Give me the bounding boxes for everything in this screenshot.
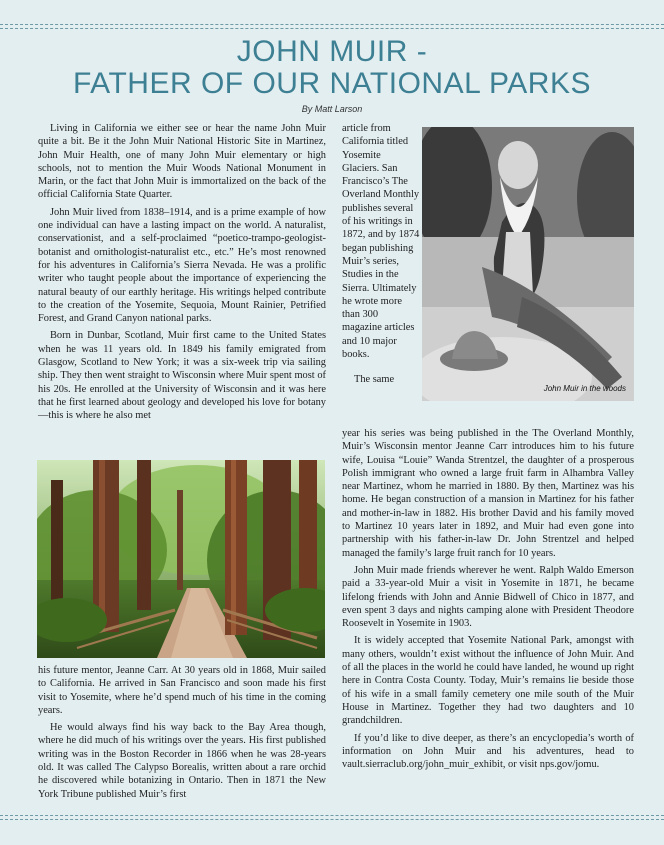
paragraph-writings-cont: article from California titled Yosemite Glaciers. San Francisco’s The Overland Monthly publishes several of his writings in 1872, and by 1874 began publishing Muir’s series, Studies in the Sierra. Ultimately he wrote more than 300 magazine articles and 10 major books. (342, 123, 420, 361)
paragraph-more-info: If you’d like to dive deeper, as there’s an encyclopedia’s worth of information on John Muir and his adventures, head to vault.sierraclub.org/john_muir_exhibit, or visit nps.gov/jomu. (342, 732, 634, 771)
byline: By Matt Larson (301, 104, 363, 114)
paragraph-early-life: Born in Dunbar, Scotland, Muir first came to the United States when he was 11 years old. In 1849 his family emigrated from Glasgow, Scotland to New York; it was a six-week trip via sailing ship. They then went straight to Wisconsin where Muir spent most of his 20s. He enrolled at the University of Wisconsin and it was here that he first learned about geology and developed his love for botany—this is where he also met (38, 330, 326, 422)
paragraph-same-year-start: The same (354, 374, 395, 386)
john-muir-portrait-photo (422, 127, 634, 401)
left-column-text-top (38, 122, 326, 427)
portrait-caption: John Muir in the woods (543, 384, 626, 393)
paragraph-early-life-cont: his future mentor, Jeanne Carr. At 30 years old in 1868, Muir sailed to California. He arrived in San Francisco and soon made his first visit to Yosemite, where he’d spend much of his time in the coming years. (38, 665, 326, 716)
muir-portrait-illustration (422, 127, 634, 401)
top-dashed-rule (0, 24, 664, 29)
bottom-dashed-rule (0, 815, 664, 820)
paragraph-friends: John Muir made friends wherever he went. Ralph Waldo Emerson paid a 33-year-old Muir a visit in Yosemite in 1871, he became lifelong friends with John and Annie Bidwell of Chico in 1877, and even spent 3 days and nights camping alone with President Theodore Roosevelt in Yosemite in 1903. (342, 564, 634, 630)
right-column-text (342, 427, 634, 775)
left-column-text-bottom (38, 664, 326, 805)
right-narrow-column-text (342, 122, 420, 391)
title-line-2: FATHER OF OUR NATIONAL PARKS (73, 67, 591, 100)
paragraph-intro: Living in California we either see or hear the name John Muir quite a bit. Be it the John Muir National Historic Site in Martinez, John Muir Health, one of many John Muir elementary or high schools, not to mention the Muir Woods National Monument in Marin, or the fact that John Muir is immortalized on the back of the official California State Quarter. (38, 123, 326, 201)
paragraph-legacy: It is widely accepted that Yosemite National Park, amongst with many others, wouldn’t exist without the influence of John Muir. And of all the places in the world he could have landed, he wound up right here in Contra Costa County. Today, Muir’s remains lie beside those of his wife in a small family cemetery one mile south of the Muir House in Martinez. Together they had two daughters and 10 grandchildren. (342, 635, 634, 727)
forest-illustration (37, 460, 325, 658)
paragraph-writings: He would always find his way back to the Bay Area though, where he did much of his writings over the years. His first published writing was in the Boston Recorder in 1866 when he was 28-years old. It was called The Calypso Borealis, written about a rare orchid he discovered while botanizing in Ontario. Then in 1871 the New York Tribune published Muir’s first (38, 722, 326, 800)
title-line-1: JOHN MUIR - (236, 35, 428, 68)
article-title (0, 36, 664, 100)
paragraph-marriage: year his series was being published in the The Overland Monthly, Muir’s Wisconsin mentor Jeanne Carr introduces him to his future wife, Louisa “Louie” Wanda Strentzel, the daughter of a prosperous Polish immigrant who owned a large fruit farm in Alhambra Valley near Martinez, whom he married in 1880. By then, Martinez was his home. He began construction of a mansion in Martinez for his father and mother-in-law in 1882. His brother David and his family moved to Martinez 10 years later in 1892, and Muir had even gone into partnership with his father-in-law Dr. John Strentzel and helped managed the family’s large fruit ranch for 10 years. (342, 428, 634, 559)
paragraph-biography: John Muir lived from 1838–1914, and is a prime example of how one individual can have a lasting impact on the world. A naturalist, conservationist, and a self-proclaimed “poetico-trampo-geologist-botanist and ornithologist-naturalist etc., etc.” He’s most renowned for his adventures in California’s Sierra Nevada. He was a prolific writer who taught people about the importance of experiencing the natural beauty of our earthly heritage. His writings helped contribute to the creation of the Yosemite, Sequoia, Mount Rainier, Petrified Forest, and Grand Canyon national parks. (38, 206, 326, 325)
forest-path-photo (37, 460, 325, 658)
